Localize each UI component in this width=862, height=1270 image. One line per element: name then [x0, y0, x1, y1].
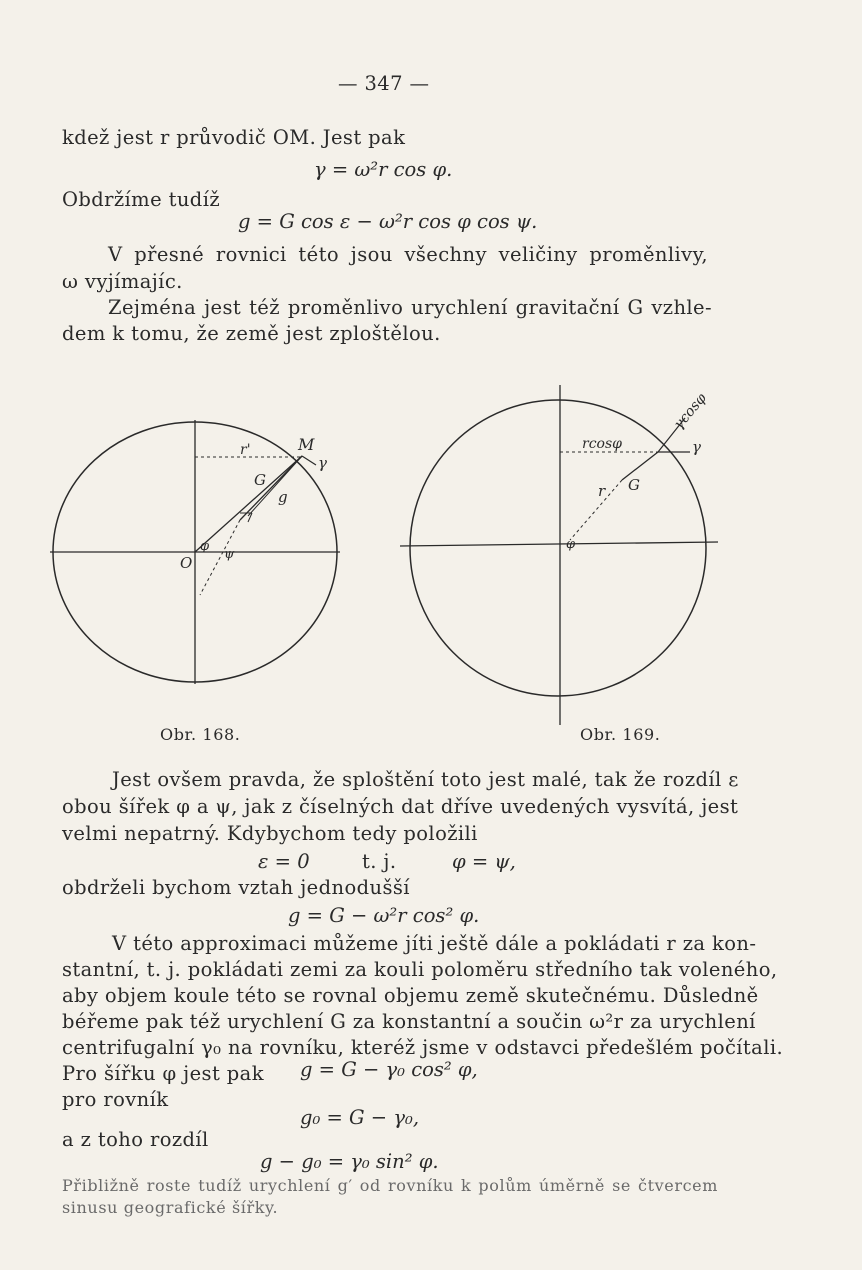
label-M: M: [298, 435, 315, 454]
label-psi: ψ: [224, 547, 235, 562]
caption-168: Obr. 168.: [160, 725, 241, 744]
text-line: pro rovník: [62, 1088, 169, 1111]
caption-169: Obr. 169.: [580, 725, 661, 744]
text-line: Přibližně roste tudíž urychlení g′ od rovníku k polům úměrně se čtvercem: [62, 1176, 718, 1195]
text-line: ω vyjímajíc.: [62, 270, 183, 293]
label-gamma: γ: [318, 454, 327, 472]
text-line: obdrželi bychom vztah jednodušší: [62, 876, 410, 899]
page-number: — 347 —: [338, 72, 430, 95]
label-G: G: [628, 476, 640, 494]
text-line: stantní, t. j. pokládati zemi za kouli poloměru středního tak voleného,: [62, 958, 778, 981]
label-r: r: [598, 482, 606, 500]
equation: g = G − ω²r cos² φ.: [288, 904, 480, 927]
text-line: V této approximaci můžeme jíti ještě dále a pokládati r za kon-: [112, 932, 757, 955]
label-gamma-cosphi: γcosφ: [670, 390, 710, 433]
text-line: béřeme pak též urychlení G za konstantní a součin ω²r za urychlení: [62, 1010, 756, 1033]
equation: g − g₀ = γ₀ sin² φ.: [260, 1150, 439, 1173]
label-G: G: [254, 471, 266, 489]
text-line: Obdržíme tudíž: [62, 188, 221, 211]
equation: g₀ = G − γ₀,: [300, 1106, 420, 1129]
label-phi: φ: [566, 537, 576, 552]
label-gamma: γ: [692, 438, 701, 456]
text-line: velmi nepatrný. Kdybychom tedy položili: [62, 822, 478, 845]
text-line: Pro šířku φ jest pak: [62, 1062, 264, 1085]
text-line: obou šířek φ a ψ, jak z číselných dat dříve uvedených vysvítá, jest: [62, 795, 739, 818]
label-O: O: [180, 554, 193, 572]
text-line: centrifugalní γ₀ na rovníku, kteréž jsme v odstavci předešlém počítali.: [62, 1036, 784, 1059]
equation: g = G − γ₀ cos² φ,: [300, 1058, 478, 1081]
figure-168: [40, 410, 350, 740]
text-line: dem k tomu, že země jest zploštělou.: [62, 322, 441, 345]
equation: g = G cos ε − ω²r cos φ cos ψ.: [238, 210, 538, 233]
equation: ε = 0: [258, 850, 310, 873]
text-line: sinusu geografické šířky.: [62, 1198, 279, 1217]
text-line: aby objem koule této se rovnal objemu země skutečnému. Důsledně: [62, 984, 759, 1007]
label-g: g: [278, 488, 288, 506]
text-line: kdež jest r průvodič OM. Jest pak: [62, 126, 406, 149]
text-line: Jest ovšem pravda, že sploštění toto jest malé, tak že rozdíl ε: [112, 768, 739, 791]
equation: φ = ψ,: [452, 850, 516, 873]
figure-169: [390, 380, 730, 740]
text-line: V přesné rovnici této jsou všechny veličiny proměnlivy,: [108, 243, 708, 266]
text-line: t. j.: [362, 850, 397, 873]
label-rcosphi: rcosφ: [582, 436, 622, 452]
text-line: a z toho rozdíl: [62, 1128, 209, 1151]
text-line: Zejména jest též proměnlivo urychlení gravitační G vzhle-: [108, 296, 712, 319]
label-r-prime: r': [240, 442, 251, 458]
label-phi: φ: [200, 539, 210, 554]
equation: γ = ω²r cos φ.: [314, 158, 453, 181]
